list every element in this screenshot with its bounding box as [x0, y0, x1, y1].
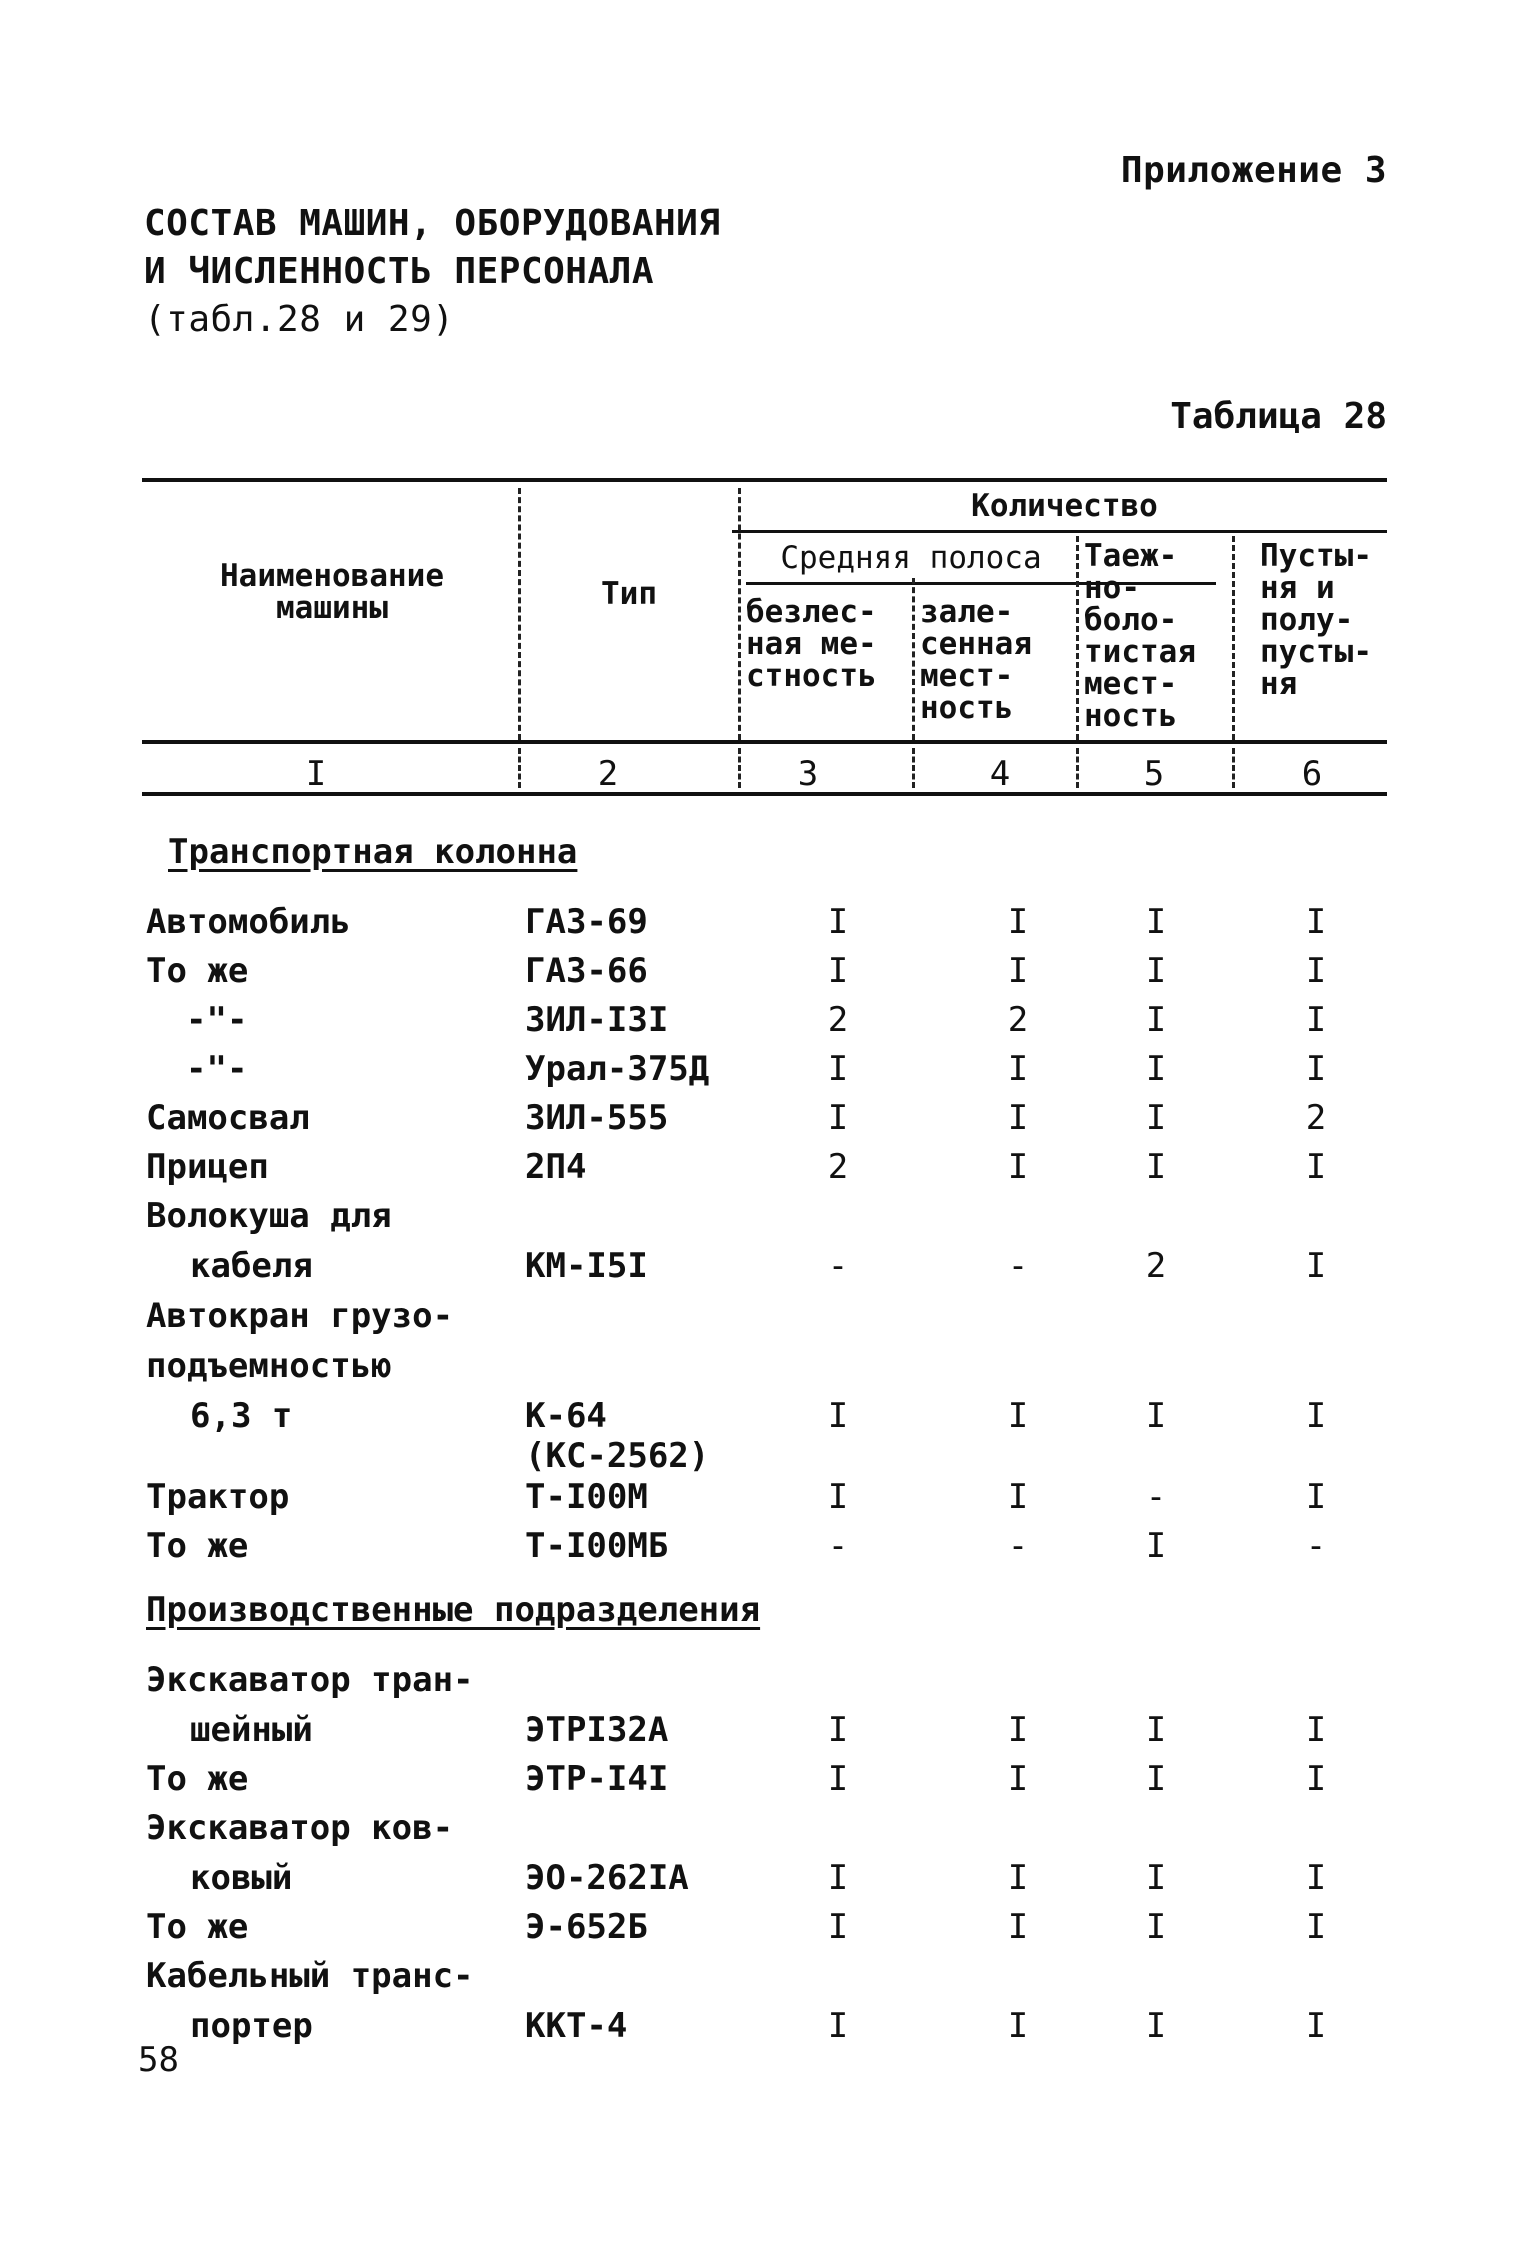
num-sep-3 — [912, 748, 915, 788]
section-title-transport: Транспортная колонна — [168, 832, 578, 872]
qty-desert: I — [1305, 1858, 1327, 1898]
machine-type: ЭТР-I4I — [525, 1759, 669, 1799]
machine-name-continued: кабеля — [190, 1246, 313, 1286]
qty-desert: I — [1305, 1049, 1327, 1089]
machine-name-continued: подъемностью — [146, 1346, 392, 1386]
machine-type: К-64 (КС-2562) — [525, 1396, 710, 1476]
table-label: Таблица 28 — [1170, 396, 1387, 437]
machine-type: Урал-375Д — [525, 1049, 710, 1089]
qty-treeless: - — [827, 1526, 849, 1566]
qty-desert: I — [1305, 1000, 1327, 1040]
qty-forested: I — [1007, 951, 1029, 991]
machine-type: ГАЗ-69 — [525, 902, 648, 942]
qty-taiga: I — [1145, 1858, 1167, 1898]
qty-treeless: I — [827, 1396, 849, 1436]
machine-name: Экскаватор тран- — [146, 1660, 474, 1700]
machine-name: Экскаватор ков- — [146, 1808, 454, 1848]
separator-1 — [518, 488, 521, 740]
separator-3 — [912, 578, 915, 740]
separator-2 — [738, 488, 741, 740]
qty-forested: I — [1007, 902, 1029, 942]
qty-treeless: I — [827, 902, 849, 942]
machine-name-continued: портер — [190, 2006, 313, 2046]
qty-treeless: 2 — [827, 1147, 849, 1187]
col-number-3: 3 — [797, 754, 819, 794]
machine-name: Трактор — [146, 1477, 290, 1517]
table-header — [142, 478, 1387, 796]
qty-taiga: I — [1145, 1710, 1167, 1750]
num-sep-4 — [1076, 748, 1079, 788]
machine-name: Прицеп — [146, 1147, 269, 1187]
machine-name: То же — [146, 1907, 249, 1947]
machine-type: Т-I00М — [525, 1477, 648, 1517]
machine-name: Автокран грузо- — [146, 1296, 454, 1336]
col-name-header: Наименование машины — [220, 558, 444, 626]
header-bottom-rule — [142, 740, 1387, 744]
qty-treeless: I — [827, 1710, 849, 1750]
qty-desert: I — [1305, 951, 1327, 991]
num-sep-2 — [738, 748, 741, 788]
num-sep-1 — [518, 748, 521, 788]
machine-type: Т-I00МБ — [525, 1526, 669, 1566]
col-number-4: 4 — [989, 754, 1011, 794]
qty-forested: I — [1007, 1477, 1029, 1517]
qty-desert: I — [1305, 1477, 1327, 1517]
machine-name: Кабельный транс- — [146, 1956, 474, 1996]
page-number: 58 — [138, 2040, 179, 2080]
qty-treeless: I — [827, 1098, 849, 1138]
qty-desert: - — [1305, 1526, 1327, 1566]
qty-treeless: I — [827, 1477, 849, 1517]
document-title — [144, 200, 721, 344]
machine-name-continued: ковый — [190, 1858, 293, 1898]
qty-taiga: I — [1145, 1147, 1167, 1187]
qty-desert: I — [1305, 1396, 1327, 1436]
qty-forested: I — [1007, 1098, 1029, 1138]
qty-desert: I — [1305, 1759, 1327, 1799]
qty-desert: I — [1305, 1710, 1327, 1750]
qty-treeless: 2 — [827, 1000, 849, 1040]
qty-forested: I — [1007, 1759, 1029, 1799]
treeless-header: безлес- ная ме- стность — [746, 594, 877, 694]
separator-4 — [1076, 536, 1079, 740]
title-line-2: И ЧИСЛЕННОСТЬ ПЕРСОНАЛА — [144, 251, 654, 292]
machine-name: Самосвал — [146, 1098, 310, 1138]
qty-taiga: - — [1145, 1477, 1167, 1517]
machine-name: То же — [146, 1526, 249, 1566]
qty-taiga: I — [1145, 1000, 1167, 1040]
qty-treeless: I — [827, 1049, 849, 1089]
separator-5 — [1232, 536, 1235, 740]
col-number-2: 2 — [597, 754, 619, 794]
middle-zone-header: Средняя полоса — [780, 540, 1042, 576]
col-number-5: 5 — [1143, 754, 1165, 794]
taiga-header: Таеж- но-боло- тистая мест- ность — [1084, 538, 1196, 734]
qty-forested: 2 — [1007, 1000, 1029, 1040]
machine-type: ККТ-4 — [525, 2006, 628, 2046]
qty-taiga: I — [1145, 951, 1167, 991]
machine-name: -"- — [186, 1049, 248, 1089]
machine-name: Волокуша для — [146, 1196, 392, 1236]
forested-header: зале- сенная мест- ность — [920, 594, 1032, 726]
qty-desert: 2 — [1305, 1098, 1327, 1138]
qty-taiga: I — [1145, 1396, 1167, 1436]
qty-taiga: I — [1145, 1526, 1167, 1566]
qty-desert: I — [1305, 1907, 1327, 1947]
qty-taiga: I — [1145, 902, 1167, 942]
qty-treeless: I — [827, 1759, 849, 1799]
qty-forested: I — [1007, 2006, 1029, 2046]
title-line-1: СОСТАВ МАШИН, ОБОРУДОВАНИЯ — [144, 203, 721, 244]
qty-forested: I — [1007, 1147, 1029, 1187]
qty-treeless: I — [827, 1858, 849, 1898]
num-sep-5 — [1232, 748, 1235, 788]
machine-type: ГАЗ-66 — [525, 951, 648, 991]
qty-taiga: I — [1145, 1907, 1167, 1947]
title-line-3: (табл.28 и 29) — [144, 299, 455, 340]
machine-type: КМ-I5I — [525, 1246, 648, 1286]
qty-taiga: I — [1145, 1049, 1167, 1089]
qty-forested: I — [1007, 1049, 1029, 1089]
col-number-1: I — [305, 754, 327, 794]
col-type-header: Тип — [601, 576, 657, 612]
machine-name: -"- — [186, 1000, 248, 1040]
qty-forested: I — [1007, 1858, 1029, 1898]
qty-desert: I — [1305, 1246, 1327, 1286]
qty-forested: I — [1007, 1710, 1029, 1750]
qty-taiga: I — [1145, 2006, 1167, 2046]
quantity-header: Количество — [971, 488, 1158, 524]
qty-desert: I — [1305, 1147, 1327, 1187]
appendix-label: Приложение 3 — [1120, 150, 1387, 191]
quantity-rule — [732, 530, 1387, 533]
machine-type: Э-652Б — [525, 1907, 648, 1947]
qty-forested: I — [1007, 1907, 1029, 1947]
machine-type: 2П4 — [525, 1147, 587, 1187]
col-number-6: 6 — [1301, 754, 1323, 794]
qty-forested: I — [1007, 1396, 1029, 1436]
qty-forested: - — [1007, 1246, 1029, 1286]
desert-header: Пусты- ня и полу- пусты- ня — [1260, 538, 1372, 702]
header-top-rule — [142, 478, 1387, 482]
machine-name-continued: шейный — [190, 1710, 313, 1750]
qty-taiga: 2 — [1145, 1246, 1167, 1286]
qty-desert: I — [1305, 2006, 1327, 2046]
machine-name-continued: 6,3 т — [190, 1396, 293, 1436]
qty-taiga: I — [1145, 1759, 1167, 1799]
section-title-production: Производственные подразделения — [146, 1590, 761, 1630]
qty-treeless: I — [827, 951, 849, 991]
machine-name: То же — [146, 951, 249, 991]
machine-name: Автомобиль — [146, 902, 351, 942]
machine-type: ЭТРI32А — [525, 1710, 669, 1750]
machine-name: То же — [146, 1759, 249, 1799]
qty-desert: I — [1305, 902, 1327, 942]
machine-type: ЗИЛ-I3I — [525, 1000, 669, 1040]
qty-forested: - — [1007, 1526, 1029, 1566]
qty-treeless: I — [827, 2006, 849, 2046]
qty-treeless: - — [827, 1246, 849, 1286]
qty-treeless: I — [827, 1907, 849, 1947]
machine-type: ЭО-262IА — [525, 1858, 689, 1898]
machine-type: ЗИЛ-555 — [525, 1098, 669, 1138]
qty-taiga: I — [1145, 1098, 1167, 1138]
